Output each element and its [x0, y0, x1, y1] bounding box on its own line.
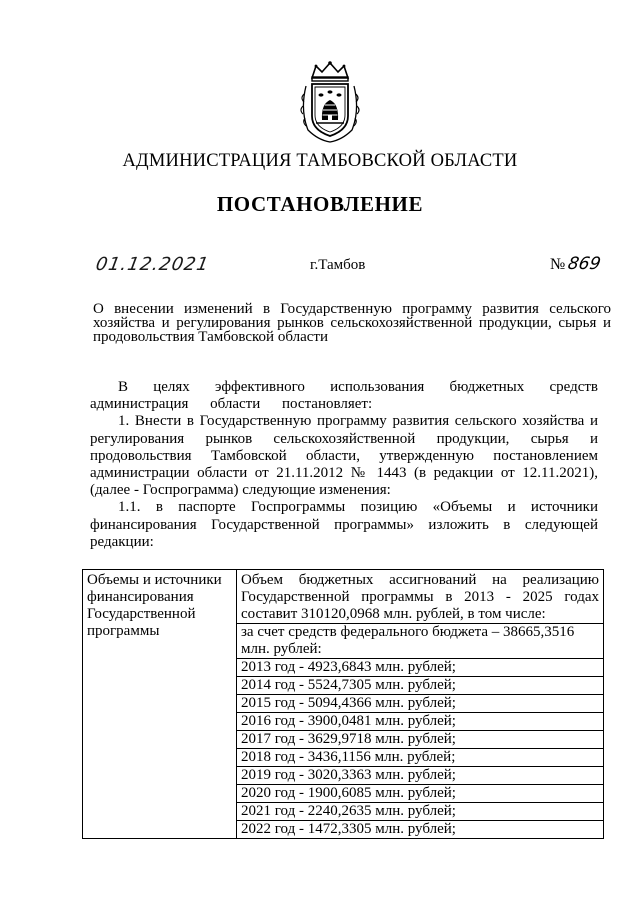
document-date: 01.12.2021 [94, 254, 211, 275]
funding-line: 2021 год - 2240,2635 млн. рублей; [237, 803, 603, 821]
organization-name: АДМИНИСТРАЦИЯ ТАМБОВСКОЙ ОБЛАСТИ [122, 151, 518, 171]
funding-line: 2022 год - 1472,3305 млн. рублей; [241, 821, 456, 837]
funding-line: за счет средств федерального бюджета – 38665,3516 млн. рублей: [237, 624, 603, 659]
intro-paragraph: В целях эффективного использования бюджетных средств администрация области постановляет: [90, 379, 598, 413]
funding-line: 2013 год - 4923,6843 млн. рублей; [237, 659, 603, 677]
funding-line: 2019 год - 3020,3363 млн. рублей; [237, 767, 603, 785]
funding-line: Объем бюджетных ассигнований на реализацию Государственной программы в 2013 - 2025 годах составит 310120,0968 млн. рублей, в том числе: [237, 572, 603, 624]
funding-line: 2016 год - 3900,0481 млн. рублей; [237, 713, 603, 731]
funding-line: 2018 год - 3436,1156 млн. рублей; [237, 749, 603, 767]
document-city: г.Тамбов [310, 257, 366, 273]
number-value: 869 [566, 254, 603, 274]
funding-line: 2014 год - 5524,7305 млн. рублей; [237, 677, 603, 695]
table-right-cell [237, 570, 604, 839]
tambov-coat-of-arms-icon [298, 60, 362, 144]
passport-table [82, 569, 604, 839]
table-row [83, 570, 604, 839]
document-body [90, 379, 598, 551]
document-number [550, 254, 601, 274]
number-sign: № [550, 256, 566, 273]
funding-line: 2020 год - 1900,6085 млн. рублей; [237, 785, 603, 803]
funding-line: 2017 год - 3629,9718 млн. рублей; [237, 731, 603, 749]
funding-line: 2015 год - 5094,4366 млн. рублей; [237, 695, 603, 713]
item-1-paragraph: 1. Внести в Государственную программу развития сельского хозяйства и регулирования рынков сельскохозяйственной продукции, сырья и продовольствия Тамбовской области, утвержденную постановлением администрации области от 21.11.2012 № 1443 (в редакции от 12.11.2021), (далее - Госпрограмма) следующие изменения: [90, 413, 598, 499]
document-type-heading: ПОСТАНОВЛЕНИЕ [216, 192, 424, 216]
funding-lines [241, 572, 599, 838]
table-left-cell: Объемы и источники финансирования Государственной программы [83, 570, 237, 839]
item-1-1-paragraph: 1.1. в паспорте Госпрограммы позицию «Объемы и источники финансирования Государственной программы» изложить в следующей редакции: [90, 499, 598, 550]
document-title: О внесении изменений в Государственную программу развития сельского хозяйства и регулирования рынков сельскохозяйственной продукции, сырья и продовольствия Тамбовской области [93, 301, 611, 345]
